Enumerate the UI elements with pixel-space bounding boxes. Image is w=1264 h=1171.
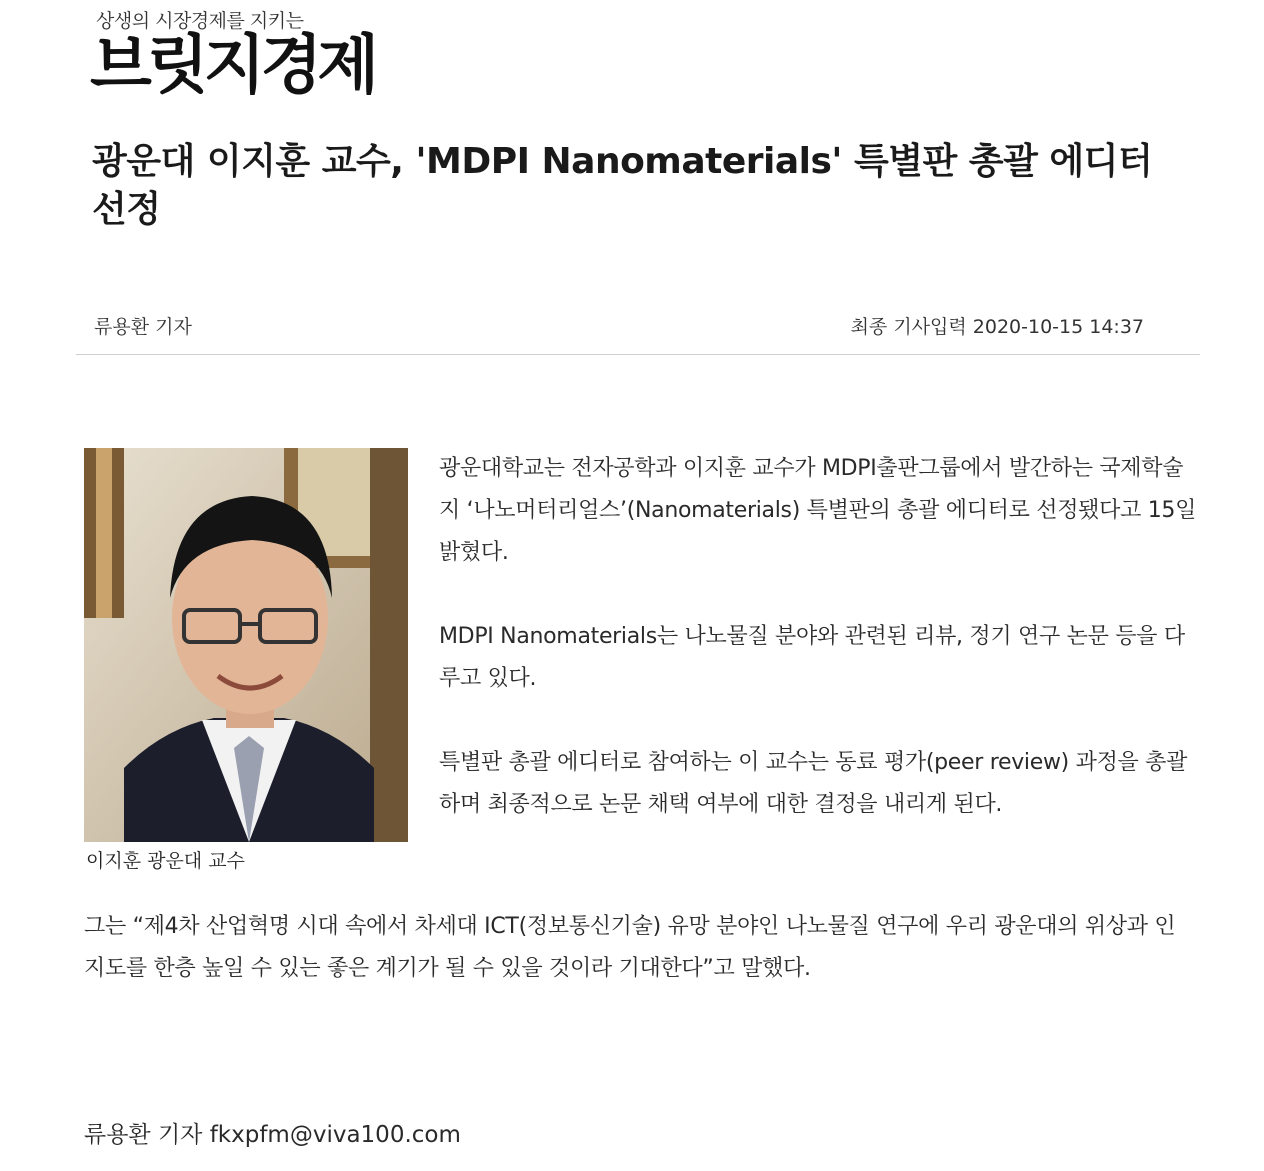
article-paragraph: 광운대학교는 전자공학과 이지훈 교수가 MDPI출판그룹에서 발간하는 국제학술지 ‘나노머터리얼스’(Nanomaterials) 특별판의 총괄 에디터로 선정됐다고 15일 밝혔다. [439, 456, 1197, 565]
article-body-side [439, 448, 1199, 826]
header-divider [76, 354, 1200, 355]
article-paragraph: 특별판 총괄 에디터로 참여하는 이 교수는 동료 평가(peer review) 과정을 총괄하며 최종적으로 논문 채택 여부에 대한 결정을 내리게 된다. [439, 750, 1188, 817]
photo-caption: 이지훈 광운대 교수 [86, 850, 245, 872]
portrait-illustration [84, 448, 408, 842]
masthead-logo[interactable]: 브릿지경제 [90, 29, 375, 103]
reporter-signature: 류용환 기자 fkxpfm@viva100.com [84, 1122, 461, 1148]
masthead-tagline: 상생의 시장경제를 지키는 [96, 10, 304, 32]
published-timestamp: 최종 기사입력 2020-10-15 14:37 [850, 316, 1144, 338]
article-byline: 류용환 기자 [94, 316, 192, 338]
article-paragraph: 그는 “제4차 산업혁명 시대 속에서 차세대 ICT(정보통신기술) 유망 분야인 나노물질 연구에 우리 광운대의 위상과 인지도를 한층 높일 수 있는 좋은 계기가 될 수 있을 것이라 기대한다”고 말했다. [84, 914, 1176, 981]
article-headline: 광운대 이지훈 교수, 'MDPI Nanomaterials' 특별판 총괄 에디터 선정 [92, 141, 1153, 230]
professor-photo [84, 448, 408, 842]
article-paragraph: MDPI Nanomaterials는 나노물질 분야와 관련된 리뷰, 정기 연구 논문 등을 다루고 있다. [439, 624, 1185, 691]
